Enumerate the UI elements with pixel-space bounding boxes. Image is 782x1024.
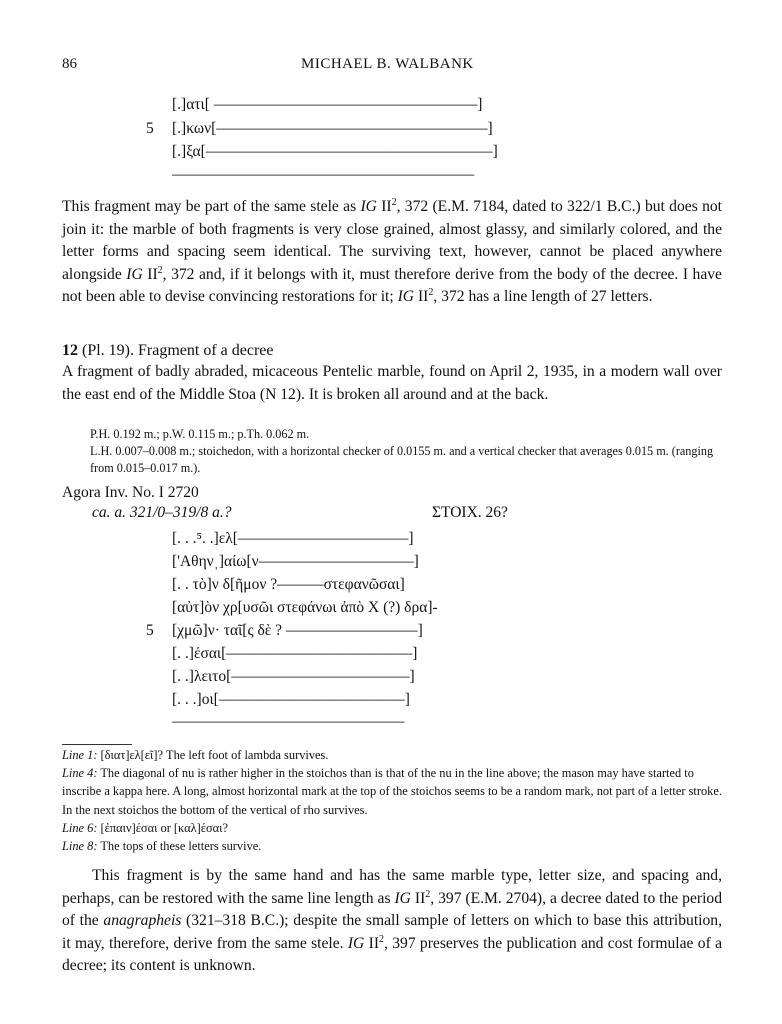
running-header-author: MICHAEL B. WALBANK <box>301 56 474 72</box>
section-title: 12 (Pl. 19). Fragment of a decree <box>62 342 274 359</box>
epigraphic-line: [. . .]οι[––––––––––––––––––––––––] <box>172 691 410 708</box>
epigraphic-break-line: –––––––––––––––––––––––––––––– <box>172 713 405 730</box>
apparatus-notes <box>62 746 722 855</box>
epigraphic-line: ['Αθηνˌ]αίω[ν––––––––––––––––––––] <box>172 553 419 570</box>
commentary-paragraph: This fragment may be part of the same stele as IG $II^2$, 372 (E.M. 7184, dated to 322/1 B.C.) but does not join it: the marble of both fragments is very close grained, almost glassy, and similarly colored, and the letter forms and spacing seem identical. The surviving text, however, cannot be placed anywhere alongside IG $II^2$, 372 and, if it belongs with it, must therefore derive from the body of the decree. I have not been able to devise convincing restorations for it; IG $II^2$, 372 has a line length of 27 letters. <box>62 196 722 305</box>
epigraphic-line: [αὐτ]ὸν χρ[υσῶι στεφάνωι ἀπὸ Χ (?) δρα]- <box>172 599 438 616</box>
note-line8: Line 8: The tops of these letters survive. <box>62 839 262 854</box>
note-line6: Line 6: [ἐπαιν]έσαι or [καλ]έσαι? <box>62 820 229 835</box>
date-line: ca. a. 321/0–319/8 a.? <box>92 504 232 521</box>
epigraphic-line: [.]ξα[–––––––––––––––––––––––––––––––––––––] <box>172 143 498 160</box>
epigraphic-line: [.]κων[–––––––––––––––––––––––––––––––––––] <box>172 120 493 137</box>
inventory-number: Agora Inv. No. I 2720 <box>62 484 199 501</box>
page-number: 86 <box>62 56 77 72</box>
epigraphic-line: [. . .⁵. .]ελ[––––––––––––––––––––––] <box>172 530 414 547</box>
letter-measurements: L.H. 0.007–0.008 m.; stoichedon, with a horizontal checker of 0.0155 m. and a vertical checker that averages 0.015 m. (ranging from 0.015–0.017 m.). <box>90 444 714 475</box>
notes-divider <box>62 744 132 745</box>
note-line4: Line 4: The diagonal of nu is rather higher in the stoichos than is that of the nu in the line above; the mason may have started to inscribe a kappa here. A long, almost horizontal mark at the top of the stoichos seems to be a random mark, not part of a letter stroke. In the next stoichos the bottom of the vertical of rho survives. <box>62 766 722 817</box>
line-number: 5 <box>146 120 154 137</box>
epigraphic-line: [. . τὸ]ν δ[ῆμον ?––––––στεφανῶσαι] <box>172 576 405 593</box>
stoichedon-count: ΣΤΟΙΧ. 26? <box>432 504 508 521</box>
epigraphic-line: [.]ατι[ ––––––––––––––––––––––––––––––––––] <box>172 96 483 113</box>
fragment-description: A fragment of badly abraded, micaceous Pentelic marble, found on April 2, 1935, in a modern wall over the east end of the Middle Stoa (N 12). It is broken all around and at the back. <box>62 363 722 403</box>
note-line1: Line 1: [διατ]ελ[εῖ]? The left foot of lambda survives. <box>62 748 329 762</box>
line-number: 5 <box>146 622 154 639</box>
epigraphic-break-line: ––––––––––––––––––––––––––––––––––––––– <box>172 166 475 183</box>
dimensions: P.H. 0.192 m.; p.W. 0.115 m.; p.Th. 0.062 m. <box>90 427 310 441</box>
commentary-paragraph-2: This fragment is by the same hand and has the same marble type, letter size, and spacing and, perhaps, can be restored with the same line length as IG $II^2$, 397 (E.M. 2704), a decree dated to the period of the anagrapheis (321–318 B.C.); despite the small sample of letters on which to base this attribution, it may, therefore, derive from the same stele. IG $II^2$, 397 preserves the publication and cost formulae of a decree; its content is unknown. <box>62 867 722 974</box>
epigraphic-line: [χμῶ]ν· ταῖ[ς δὲ ? –––––––––––––––––] <box>172 622 423 639</box>
epigraphic-line: [. .]έσαι[––––––––––––––––––––––––] <box>172 645 418 662</box>
epigraphic-line: [. .]λειτο[–––––––––––––––––––––––] <box>172 668 415 685</box>
